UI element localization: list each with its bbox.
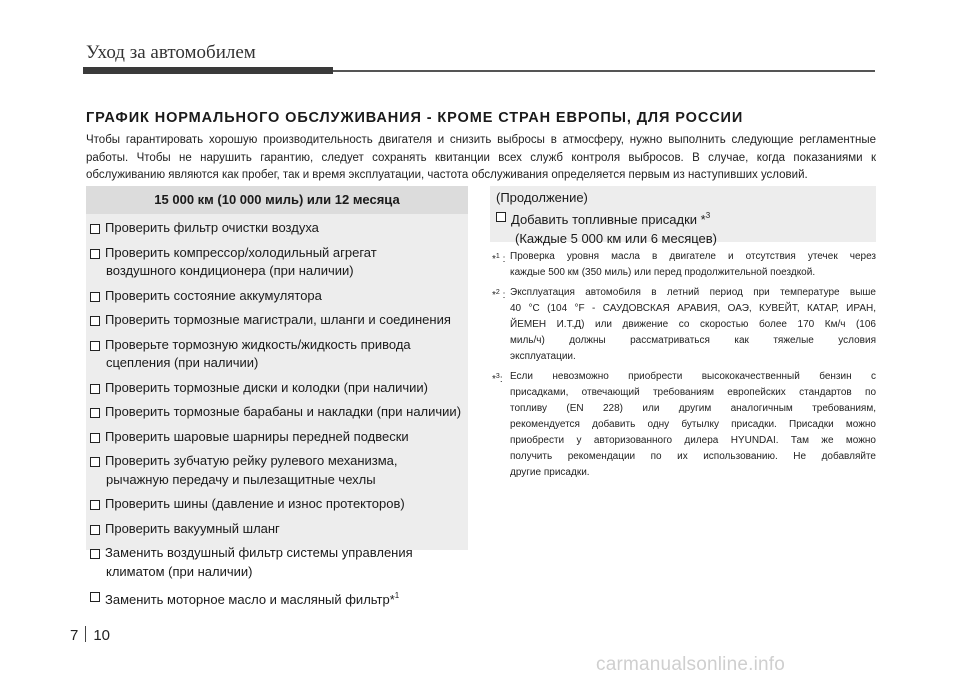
- checkbox-icon: [90, 549, 100, 559]
- watermark: carmanualsonline.info: [596, 654, 786, 675]
- footnote-line: эксплуатации.: [510, 351, 576, 362]
- item-text: Проверьте тормозную жидкость/жидкость привода: [105, 336, 411, 352]
- checkbox-icon: [90, 433, 100, 443]
- footnote-ref: 1: [394, 591, 400, 600]
- footnote: [490, 285, 876, 365]
- checkbox-icon: [90, 592, 100, 602]
- item-text: Проверить состояние аккумулятора: [105, 287, 322, 303]
- footnote-line: Эксплуатация автомобиля в летний период при температуре выше: [510, 287, 876, 298]
- footnote: [490, 369, 876, 481]
- checkbox-icon: [90, 384, 100, 394]
- checklist-item: [496, 207, 876, 248]
- footnote: [490, 249, 876, 281]
- checklist: [86, 214, 468, 610]
- maintenance-box-15000: [86, 186, 468, 607]
- item-text-sub: (Каждые 5 000 км или 6 месяцев): [515, 230, 718, 246]
- checklist-item: [90, 287, 468, 306]
- checklist-item: [90, 336, 468, 373]
- chapter-title: Уход за автомобилем: [86, 42, 256, 63]
- checkbox-icon: [90, 224, 100, 234]
- footnote-separator: :: [499, 374, 503, 385]
- checklist-item: [90, 495, 468, 514]
- intro-paragraph: [86, 132, 876, 185]
- footnote-separator: :: [499, 254, 506, 265]
- item-text-sub: климатом (при наличии): [106, 563, 253, 579]
- footnote-marker: [492, 249, 505, 268]
- footnote-marker: [492, 285, 505, 304]
- item-text: Заменить моторное масло и масляный фильтр*: [105, 592, 395, 607]
- footnote-separator: :: [499, 290, 506, 301]
- item-text: Добавить топливные присадки *: [511, 212, 706, 227]
- checkbox-icon: [496, 212, 506, 222]
- footnote-ref: 3: [705, 211, 711, 220]
- item-text: Заменить воздушный фильтр системы управления: [105, 545, 413, 560]
- item-text: Проверить тормозные диски и колодки (при наличии): [105, 379, 428, 395]
- intro-line: обслуживанию являются как пробег, так и время эксплуатации, частота обслуживания определяется первым из наступивших условий.: [86, 169, 808, 181]
- checkbox-icon: [90, 457, 100, 467]
- footnote-line: ЙЕМЕН И.Т.Д) или движение со скоростью более 170 Км/ч (106: [510, 319, 876, 330]
- item-text: Проверить шины (давление и износ протекторов): [105, 496, 405, 511]
- item-text: Проверить фильтр очистки воздуха: [105, 220, 319, 235]
- footnote-line: Проверка уровня масла в двигателе и отсутствия утечек через: [510, 251, 876, 262]
- footnote-star: *: [492, 254, 496, 265]
- item-text: Проверить тормозные барабаны и накладки (при наличии): [105, 404, 462, 419]
- item-text: Проверить тормозные магистрали, шланги и соединения: [105, 312, 451, 327]
- intro-line: работы. Чтобы не нарушить гарантию, следует сохранять квитанции всех служб контроля выбросов. В случае, когда показаниями к: [86, 151, 876, 164]
- footnote-line: рекомендуется добавить одну бутылку присадки. Присадки можно: [510, 419, 876, 430]
- intro-line: Чтобы гарантировать хорошую производительность двигателя и снизить выбросы в атмосферу, нужно выполнить следующие регламентные: [86, 134, 876, 146]
- page-number-divider: [85, 626, 86, 642]
- checklist-item: [90, 244, 468, 281]
- footnote-star: *: [492, 290, 496, 301]
- maintenance-box-continued: [490, 186, 876, 246]
- checkbox-icon: [90, 316, 100, 326]
- checkbox-icon: [90, 525, 100, 535]
- page-number: [70, 626, 110, 644]
- checklist-item: [90, 379, 468, 398]
- item-text-sub: рычажную передачу и пылезащитные чехлы: [106, 471, 376, 487]
- checklist-item: [90, 219, 468, 238]
- footnote-line: топливу (EN 228) или другим аналогичным требованиям,: [510, 403, 876, 414]
- checklist-item: [90, 520, 468, 539]
- footnotes: [490, 249, 876, 485]
- item-text-sub: воздушного кондиционера (при наличии): [106, 263, 354, 278]
- interval-heading: 15 000 км (10 000 миль) или 12 месяца: [86, 186, 468, 214]
- checklist-item: [90, 452, 468, 489]
- checkbox-icon: [90, 408, 100, 418]
- checklist-item: [90, 428, 468, 447]
- item-text-sub: сцепления (при наличии): [106, 355, 259, 370]
- checkbox-icon: [90, 292, 100, 302]
- header-rule-thin: [333, 70, 875, 72]
- footnote-line: 40 °C (104 °F - САУДОВСКАЯ АРАВИЯ, ОАЭ, КУВЕЙТ, КАТАР, ИРАН,: [510, 303, 876, 314]
- footnote-star: *: [492, 374, 496, 385]
- item-text: Проверить компрессор/холодильный агрегат: [105, 244, 377, 260]
- footnote-number: 1: [495, 253, 500, 260]
- footnote-number: 2: [495, 289, 500, 296]
- checkbox-icon: [90, 341, 100, 351]
- item-text: Проверить зубчатую рейку рулевого механизма,: [105, 453, 398, 468]
- item-text: Проверить вакуумный шланг: [105, 520, 280, 536]
- footnote-line: каждые 500 км (350 миль) или перед продолжительной поездкой.: [510, 267, 816, 278]
- footnote-marker: [492, 369, 503, 388]
- checklist-item: [90, 311, 468, 330]
- footnote-line: присадками, отвечающий требованиям европейских стандартов по: [510, 387, 876, 398]
- checkbox-icon: [90, 249, 100, 259]
- header-rule-thick: [83, 67, 333, 74]
- footnote-line: приобрести у авторизованного дилера HYUNDAI. Там же можно: [510, 435, 876, 446]
- footnote-line: другие присадки.: [510, 467, 590, 478]
- page-in-chapter: 10: [93, 627, 111, 644]
- footnote-line: получить рекомендации по их использованию. Не добавляйте: [510, 451, 876, 462]
- footnote-line: миль/ч) должны рассматриваться как тяжелые условия: [510, 335, 876, 346]
- checklist-item: [90, 587, 468, 610]
- checklist-item: [90, 544, 468, 581]
- footnote-number: 3: [495, 373, 500, 380]
- section-title: ГРАФИК НОРМАЛЬНОГО ОБСЛУЖИВАНИЯ - КРОМЕ СТРАН ЕВРОПЫ, ДЛЯ РОССИИ: [86, 110, 744, 126]
- item-text: Проверить шаровые шарниры передней подвески: [105, 428, 409, 444]
- chapter-number: 7: [70, 627, 79, 644]
- continued-label: (Продолжение): [496, 190, 588, 205]
- footnote-line: Если невозможно приобрести высококачественный бензин с: [510, 371, 876, 382]
- checkbox-icon: [90, 500, 100, 510]
- checklist-item: [90, 403, 468, 422]
